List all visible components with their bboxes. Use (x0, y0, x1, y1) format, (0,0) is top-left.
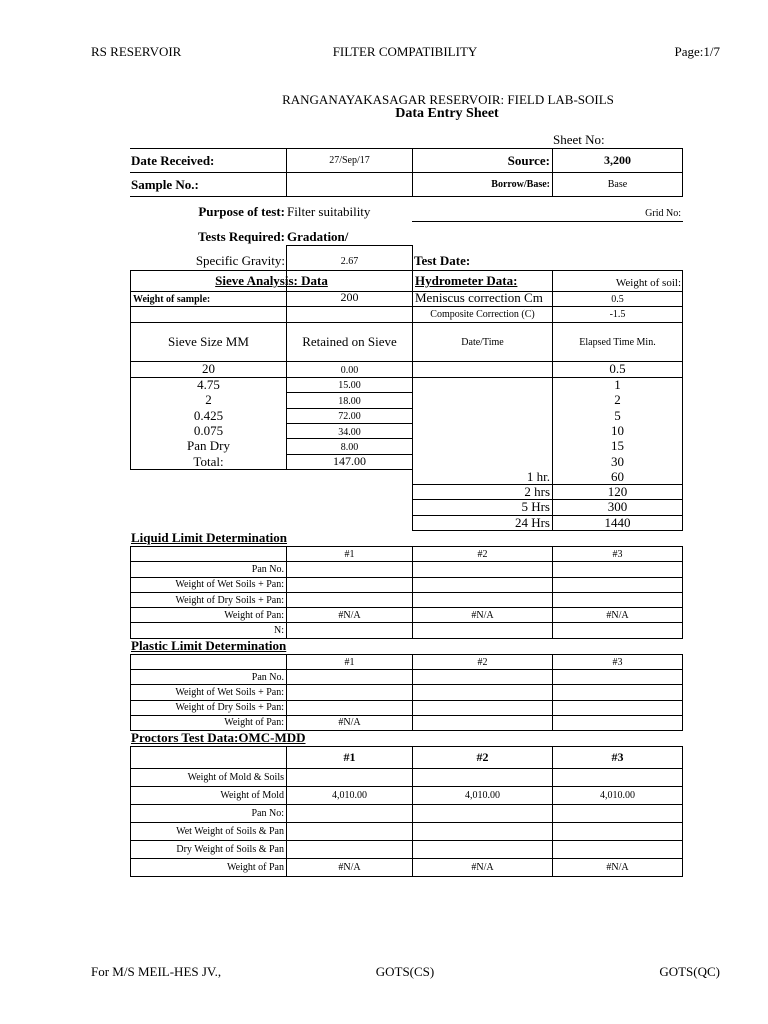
proctor-value-cell[interactable]: 4,010.00 (465, 790, 500, 801)
time-label: 24 Hrs (514, 515, 550, 530)
page-title: Data Entry Sheet (395, 106, 499, 121)
ll-col-header: #2 (477, 548, 488, 560)
footer-left: For M/S MEIL-HES JV., (91, 964, 222, 979)
sieve-size-cell: 2 (205, 392, 212, 407)
proctor-col-header: #3 (611, 750, 624, 764)
elapsed-time-header: Elapsed Time Min. (579, 336, 656, 348)
time-label: 1 hr. (526, 469, 550, 484)
weight-of-soil-label: Weight of soil: (615, 277, 681, 289)
source-label: Source: (507, 152, 550, 168)
pl-row-label: Weight of Wet Soils + Pan: (175, 687, 284, 698)
proctor-row-label: Weight of Mold & Soils (187, 772, 284, 783)
ll-value-cell[interactable]: #N/A (606, 610, 629, 621)
date-received-value[interactable]: 27/Sep/17 (329, 155, 370, 166)
pl-row-label: Pan No. (251, 672, 284, 683)
ll-row-label: N: (274, 625, 284, 636)
meniscus-label: Meniscus correction Cm (415, 290, 543, 305)
elapsed-cell: 120 (607, 484, 628, 499)
footer-center: GOTS(CS) (375, 964, 435, 979)
sample-no-label: Sample No.: (131, 176, 199, 192)
proctor-row-label: Weight of Mold (220, 790, 284, 801)
sheet-no-label: Sheet No: (553, 132, 605, 147)
liquid-limit-title: Liquid Limit Determination (131, 530, 288, 545)
sieve-size-cell: 20 (202, 361, 215, 376)
time-label: 2 hrs (524, 484, 550, 499)
proctor-value-cell[interactable]: 4,010.00 (332, 790, 367, 801)
composite-correction-value[interactable]: -1.5 (609, 309, 626, 320)
proctor-value-cell[interactable]: #N/A (606, 862, 629, 873)
pl-value-cell[interactable]: #N/A (338, 717, 361, 728)
proctor-row-label: Wet Weight of Soils & Pan (176, 826, 284, 837)
elapsed-cell: 10 (611, 423, 624, 438)
test-date-label: Test Date: (414, 253, 471, 268)
sieve-total-value: 147.00 (333, 454, 366, 468)
elapsed-cell: 0.5 (609, 361, 626, 376)
proctor-row-label: Dry Weight of Soils & Pan (176, 844, 284, 855)
ll-row-label: Weight of Pan: (224, 610, 284, 621)
elapsed-cell: 1440 (604, 515, 631, 530)
elapsed-cell: 2 (614, 392, 621, 407)
sieve-size-cell: 0.425 (193, 408, 224, 423)
ll-value-cell[interactable]: #N/A (471, 610, 494, 621)
sieve-size-cell: 0.075 (193, 423, 224, 438)
ll-row-label: Pan No. (251, 564, 284, 575)
specific-gravity-value[interactable]: 2.67 (340, 255, 359, 267)
org-title: RANGANAYAKASAGAR RESERVOIR: FIELD LAB-SOILS (282, 92, 614, 107)
meniscus-value[interactable]: 0.5 (611, 293, 624, 305)
proctor-title: Proctors Test Data:OMC-MDD (131, 730, 306, 745)
elapsed-cell: 30 (611, 454, 624, 469)
retained-header: Retained on Sieve (302, 334, 397, 349)
pl-row-label: Weight of Pan: (224, 717, 284, 728)
borrow-base-label: Borrow/Base: (491, 179, 550, 190)
hydrometer-title: Hydrometer Data: (415, 273, 518, 288)
sieve-size-header: Sieve Size MM (168, 334, 249, 349)
sieve-analysis-title: Sieve Analysis: Data (215, 273, 328, 288)
sieve-total-label: Total: (193, 454, 224, 469)
proctor-col-header: #2 (476, 750, 489, 764)
page-number: Page:1/7 (674, 44, 720, 59)
retained-cell[interactable]: 72.00 (338, 411, 361, 422)
pl-col-header: #3 (612, 656, 623, 668)
grid-no-label: Grid No: (645, 208, 681, 219)
proctor-col-header: #1 (343, 750, 356, 764)
retained-cell[interactable]: 15.00 (338, 380, 361, 391)
tests-required-label: Tests Required: (197, 229, 285, 244)
proctor-row-label: Pan No: (251, 808, 284, 819)
purpose-label: Purpose of test: (198, 204, 285, 219)
proctor-value-cell[interactable]: #N/A (471, 862, 494, 873)
retained-cell[interactable]: 8.00 (340, 442, 359, 453)
time-label: 5 Hrs (521, 499, 550, 514)
pl-row-label: Weight of Dry Soils + Pan: (175, 702, 284, 713)
tests-required-value[interactable]: Gradation/ (287, 229, 349, 244)
header-center: FILTER COMPATIBILITY (332, 44, 478, 59)
weight-of-sample-label: Weight of sample: (133, 293, 211, 305)
proctor-row-label: Weight of Pan (227, 862, 284, 873)
ll-row-label: Weight of Dry Soils + Pan: (175, 595, 284, 606)
header-left: RS RESERVOIR (91, 44, 182, 59)
sample-no-value[interactable] (287, 173, 412, 196)
sieve-size-cell: Pan Dry (187, 438, 230, 453)
composite-correction-label: Composite Correction (C) (430, 309, 535, 320)
elapsed-cell: 300 (607, 499, 628, 514)
retained-cell[interactable]: 34.00 (338, 427, 361, 438)
footer-right: GOTS(QC) (659, 964, 720, 979)
ll-col-header: #3 (612, 548, 623, 560)
date-received-label: Date Received: (131, 152, 215, 168)
ll-col-header: #1 (344, 548, 355, 560)
elapsed-cell: 60 (611, 469, 624, 484)
date-time-header: Date/Time (461, 336, 504, 348)
ll-value-cell[interactable]: #N/A (338, 610, 361, 621)
proctor-value-cell[interactable]: 4,010.00 (600, 790, 635, 801)
plastic-limit-title: Plastic Limit Determination (131, 638, 287, 653)
elapsed-cell: 15 (611, 438, 624, 453)
retained-cell[interactable]: 18.00 (338, 396, 361, 407)
elapsed-cell: 1 (614, 377, 621, 392)
sieve-size-cell: 4.75 (197, 377, 220, 392)
source-value[interactable]: 3,200 (604, 153, 631, 167)
borrow-base-value[interactable]: Base (607, 179, 628, 190)
pl-col-header: #1 (344, 656, 355, 668)
specific-gravity-label: Specific Gravity: (195, 253, 285, 268)
weight-of-sample-value[interactable]: 200 (340, 290, 359, 304)
retained-cell[interactable]: 0.00 (340, 365, 359, 376)
ll-row-label: Weight of Wet Soils + Pan: (175, 579, 284, 590)
pl-col-header: #2 (477, 656, 488, 668)
elapsed-cell: 5 (614, 408, 621, 423)
purpose-value[interactable]: Filter suitability (287, 204, 371, 219)
proctor-value-cell[interactable]: #N/A (338, 862, 361, 873)
